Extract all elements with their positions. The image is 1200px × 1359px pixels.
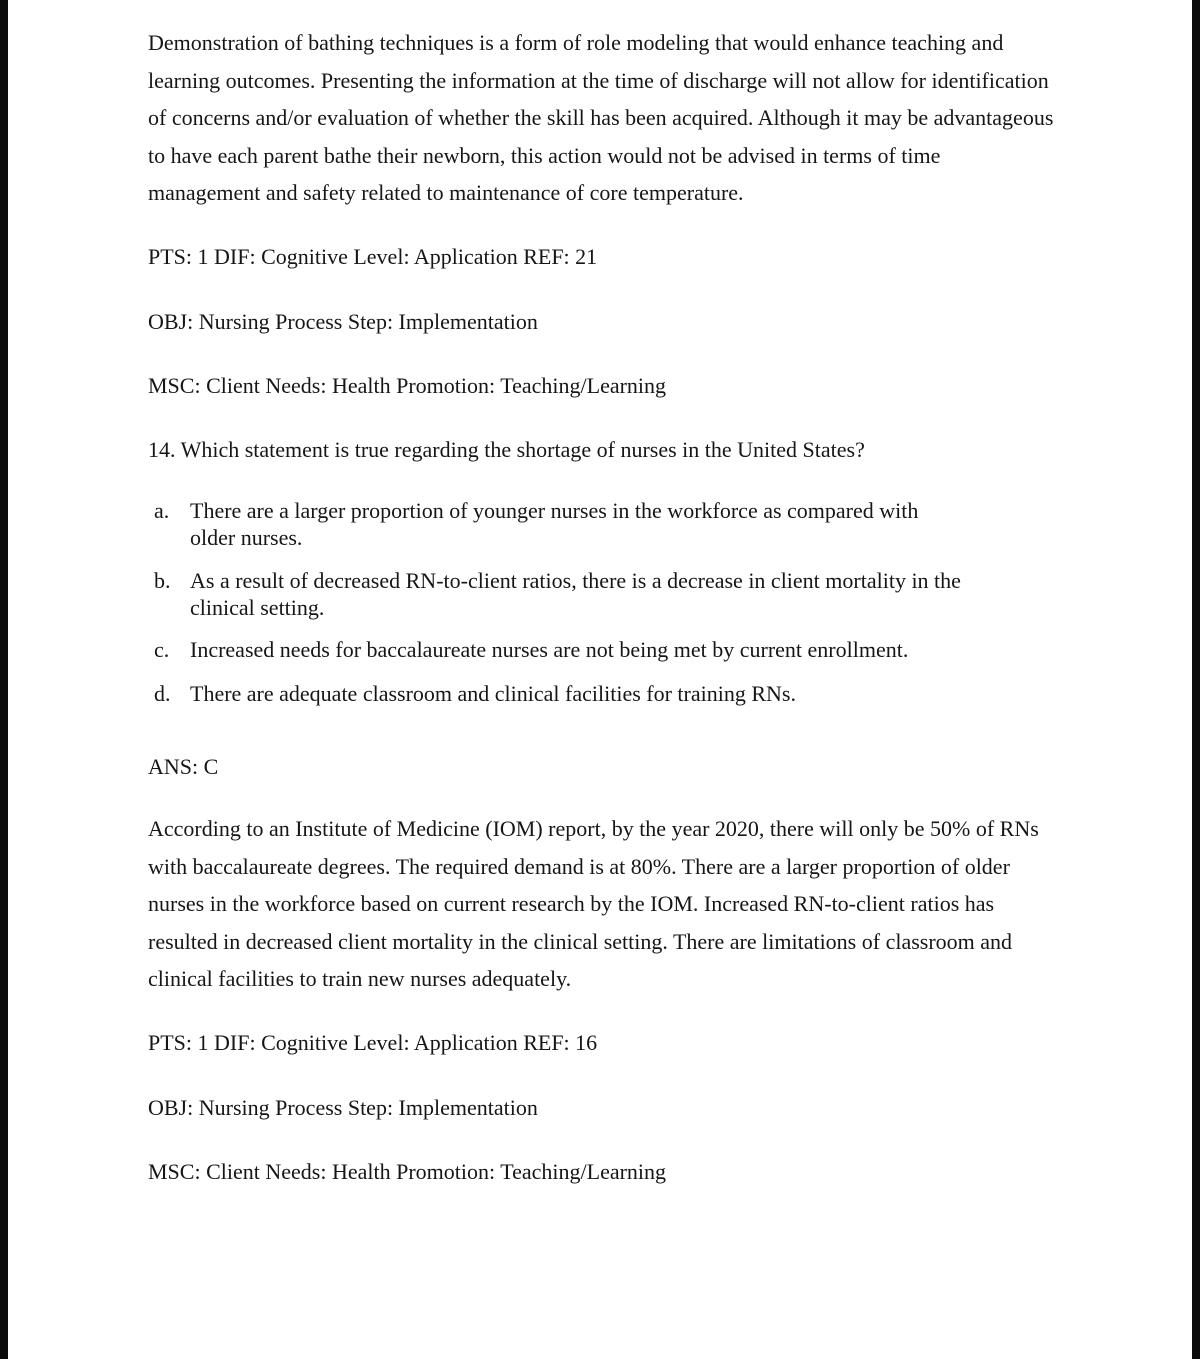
objective-line-q14: OBJ: Nursing Process Step: Implementation bbox=[148, 1095, 538, 1120]
points-line-q13: PTS: 1 DIF: Cognitive Level: Application REF: 21 bbox=[148, 244, 598, 269]
right-dark-border bbox=[1192, 0, 1200, 1359]
option-text: There are adequate classroom and clinical facilities for training RNs. bbox=[190, 681, 796, 706]
objective-line-q13: OBJ: Nursing Process Step: Implementation bbox=[148, 309, 538, 334]
option-letter: c. bbox=[154, 637, 170, 662]
option-letter: b. bbox=[154, 568, 171, 593]
rationale-paragraph-q14: According to an Institute of Medicine (IOM) report, by the year 2020, there will only be 50% of RNs with baccalaureate degrees. The required demand is at 80%. There are a larger proportion of older nurses in the workforce based on current research by the IOM. Increased RN-to-client ratios has resulted in decreased client mortality in the clinical setting. There are limitations of classroom and clinical facilities to train new nurses adequately. bbox=[148, 816, 1039, 991]
option-text: Increased needs for baccalaureate nurses are not being met by current enrollment. bbox=[190, 637, 909, 662]
rationale-paragraph-q13: Demonstration of bathing techniques is a form of role modeling that would enhance teaching and learning outcomes. Presenting the information at the time of discharge will not allow for identification of concerns and/or evaluation of whether the skill has been acquired. Although it may be advantageous to have each parent bathe their newborn, this action would not be advised in terms of time management and safety related to maintenance of core temperature. bbox=[148, 30, 1054, 205]
question-stem-14: 14. Which statement is true regarding the shortage of nurses in the United States? bbox=[148, 437, 865, 462]
option-text: As a result of decreased RN-to-client ratios, there is a decrease in client mortality in the clinical setting. bbox=[190, 568, 961, 620]
option-text: There are a larger proportion of younger nurses in the workforce as compared with older nurses. bbox=[190, 498, 919, 550]
points-line-q14: PTS: 1 DIF: Cognitive Level: Application REF: 16 bbox=[148, 1030, 598, 1055]
client-needs-line-q13: MSC: Client Needs: Health Promotion: Teaching/Learning bbox=[148, 373, 667, 398]
option-letter: a. bbox=[154, 498, 170, 523]
option-letter: d. bbox=[154, 681, 171, 706]
left-dark-border bbox=[0, 0, 8, 1359]
answer-key: ANS: C bbox=[148, 754, 219, 779]
client-needs-line-q14: MSC: Client Needs: Health Promotion: Teaching/Learning bbox=[148, 1159, 667, 1184]
